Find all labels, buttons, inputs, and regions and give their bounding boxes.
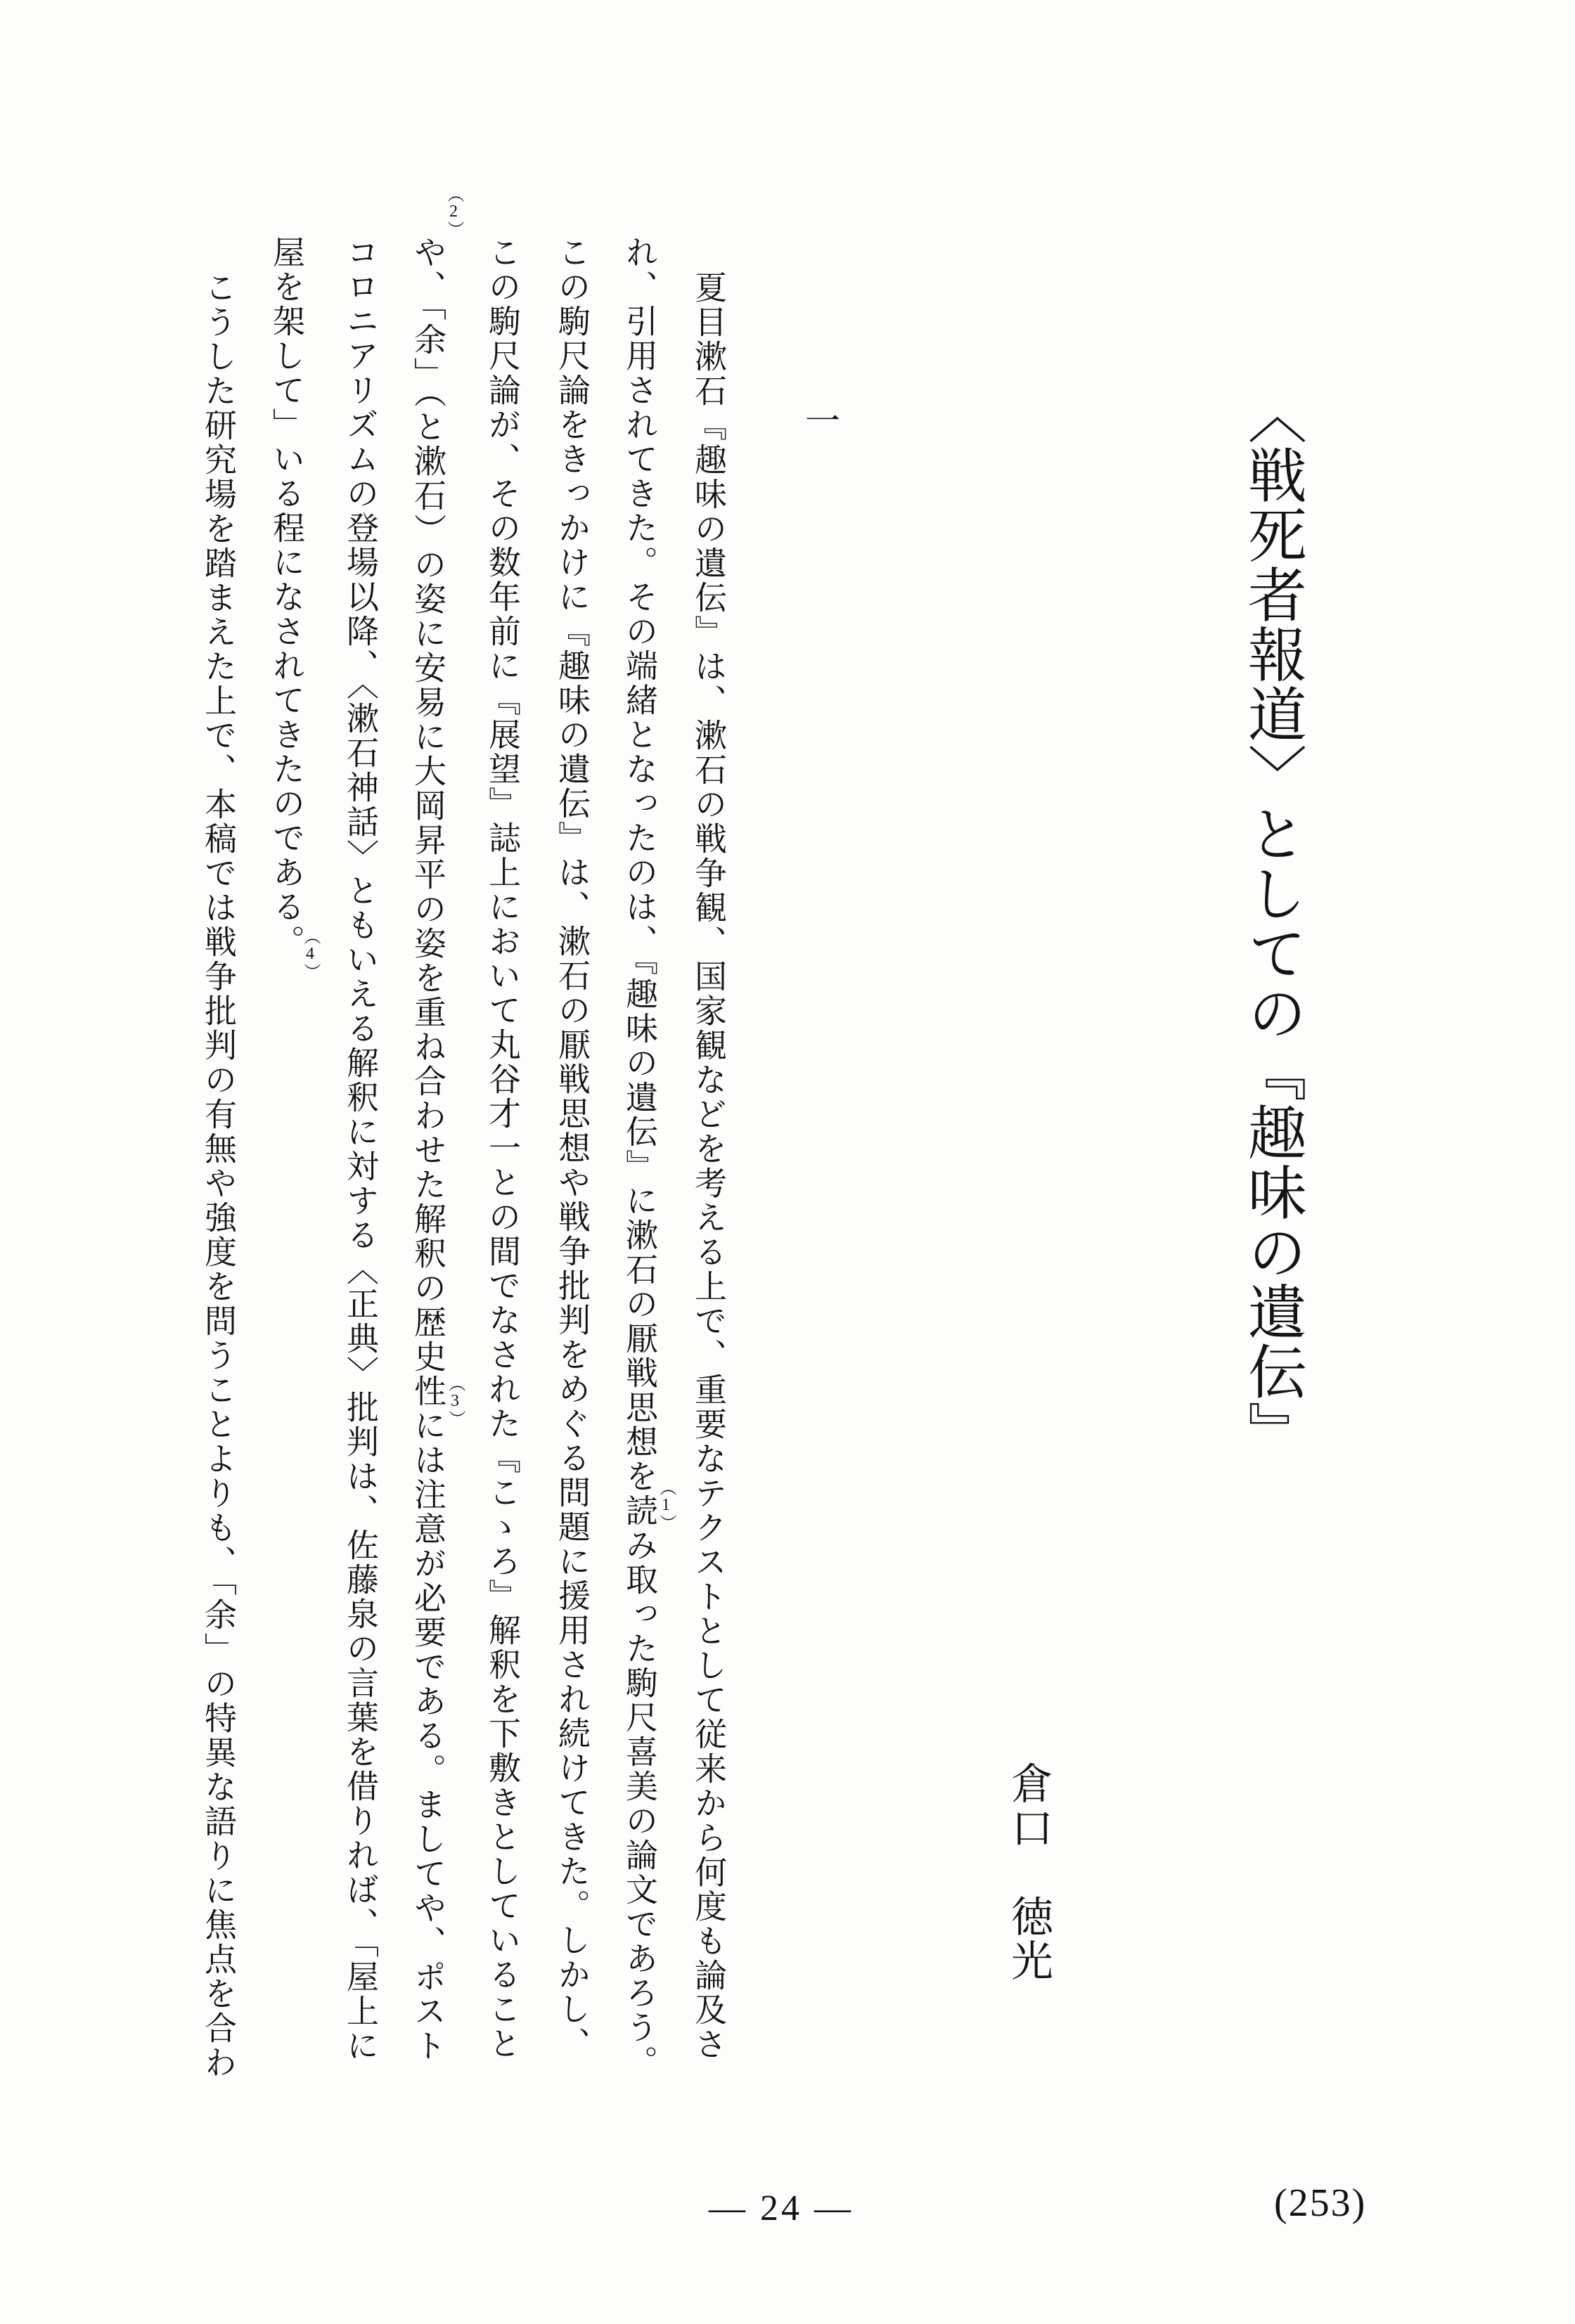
author-name: 倉口 徳光 [1005, 1762, 1052, 1983]
note-marker-4: （4） [301, 928, 319, 980]
section-marker: 一 [800, 402, 840, 437]
body-column-3: この駒尺論をきっかけに『趣味の遺伝』は、漱石の厭戦思想や戦争批判をめぐる問題に援用され続けてきた。しかし、 [554, 235, 590, 2061]
body-column-2: れ、引用されてきた。その端緒となったのは、『趣味の遺伝』に漱石の厭戦思想を読み取った駒尺喜美の論文であろう。 [622, 235, 657, 2079]
volume-page-number: (253) [1274, 2181, 1367, 2225]
note-marker-3: （3） [446, 1375, 464, 1427]
body-column-7: 屋を架して」いる程になされてきたのである。 [269, 235, 304, 959]
article-title: 〈戦死者報道〉としての『趣味の遺伝』 [1239, 385, 1305, 1461]
page-number: ― 24 ― [709, 2188, 854, 2228]
body-column-4: この駒尺論が、その数年前に『展望』誌上において丸谷才一との間でなされた『こゝろ』解釈を下敷きとしていること [484, 235, 520, 2061]
note-marker-2: （2） [444, 186, 463, 238]
body-column-6: コロニアリズムの登場以降、〈漱石神話〉ともいえる解釈に対する〈正典〉批判は、佐藤泉の言葉を借りれば、「屋上に [342, 235, 378, 2063]
body-column-1: 夏目漱石『趣味の遺伝』は、漱石の戦争観、国家観などを考える上で、重要なテクストとして従来から何度も論及さ [690, 271, 726, 2062]
body-column-5: や、「余」（と漱石）の姿に安易に大岡昇平の姿を重ね合わせた解釈の歴史性には注意が必要である。ましてや、ポスト [410, 235, 446, 2063]
body-column-8: こうした研究場を踏まえた上で、本稿では戦争批判の有無や強度を問うことよりも、「余」の特異な語りに焦点を合わ [200, 271, 236, 2080]
note-marker-1: （1） [657, 1479, 675, 1531]
